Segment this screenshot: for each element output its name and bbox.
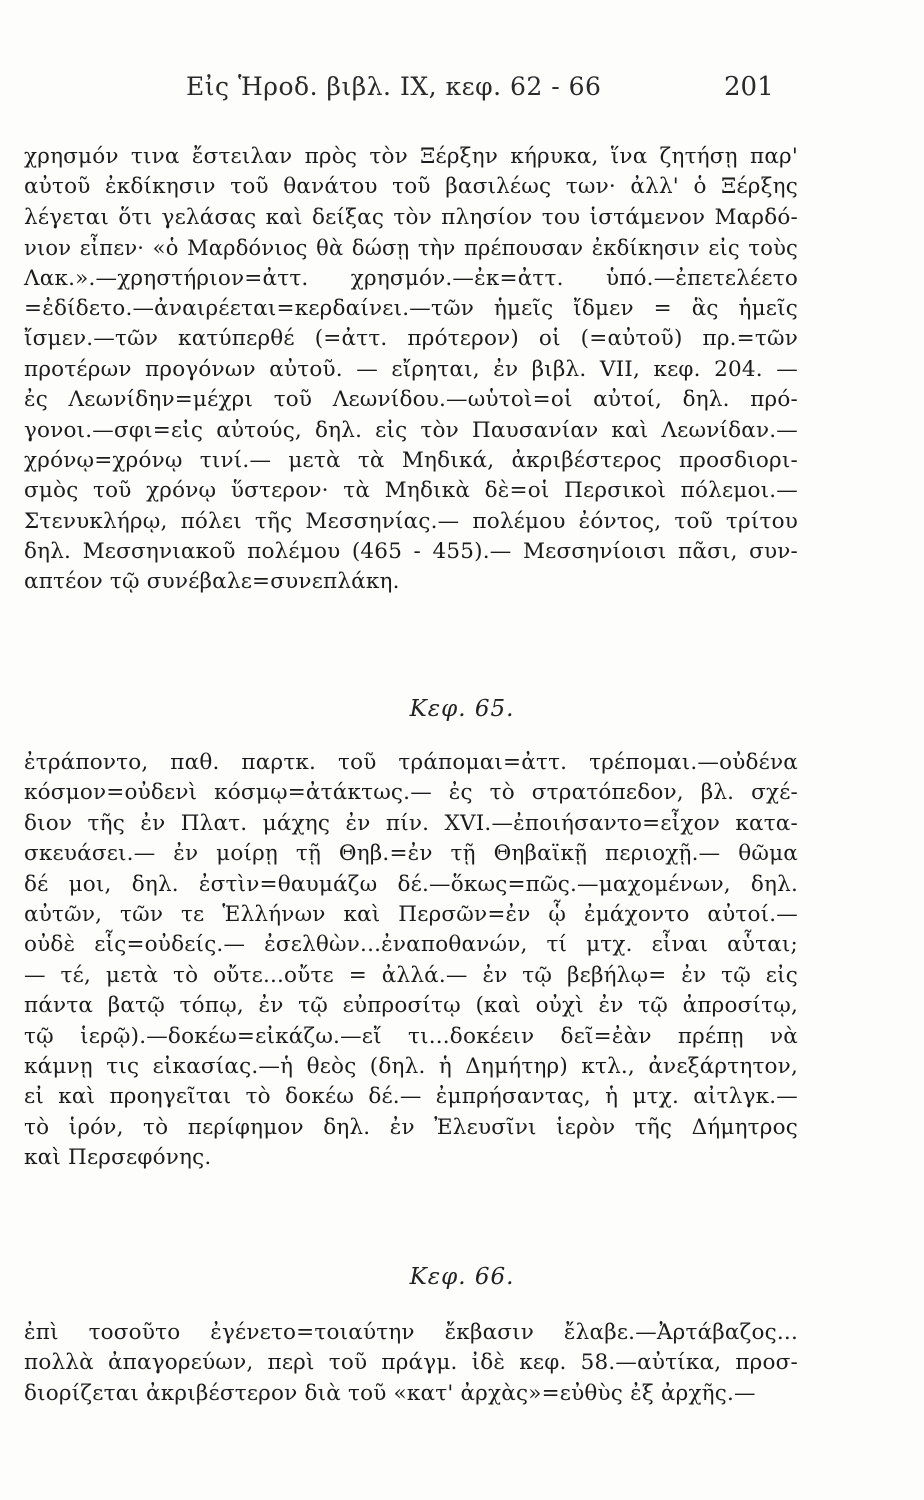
- text-line: διον τῆς ἐν Πλατ. μάχης ἐν πίν. XVI.—ἐποιήσαντο=εἶχον κατα-: [24, 810, 798, 836]
- text-line: ἐς Λεωνίδην=μέχρι τοῦ Λεωνίδου.—ωὑτοὶ=οἱ αὐτοί, δηλ. πρό-: [24, 387, 798, 413]
- running-title: Εἰς Ἡροδ. βιβλ. IX, κεφ. 62 - 66: [186, 72, 602, 101]
- commentary-block-66: [24, 1318, 798, 1409]
- text-line: σμὸς τοῦ χρόνῳ ὕστερον· τὰ Μηδικὰ δὲ=οἱ Περσικοὶ πόλεμοι.—: [24, 478, 798, 504]
- text-line: ἐπὶ τοσοῦτο ἐγένετο=τοιαύτην ἔκβασιν ἔλαβε.—Ἀρτάβαζος...: [24, 1320, 798, 1345]
- text-line: λέγεται ὅτι γελάσας καὶ δείξας τὸν πλησίον του ἱστάμενον Μαρδό-: [24, 204, 798, 230]
- text-line: καὶ Περσεφόνης.: [24, 1145, 212, 1171]
- text-line: διορίζεται ἀκριβέστερον διὰ τοῦ «κατ' ἀρχὰς»=εὐθὺς ἐξ ἀρχῆς.—: [24, 1380, 756, 1406]
- text-line: τῷ ἱερῷ).—δοκέω=εἰκάζω.—εἴ τι...δοκέειν δεῖ=ἐὰν πρέπῃ νὰ: [24, 1023, 798, 1049]
- text-line: σκευάσει.— ἐν μοίρῃ τῇ Θηβ.=ἐν τῇ Θηβαϊκῇ περιοχῇ.— θῶμα: [24, 841, 798, 867]
- running-header: [0, 72, 924, 112]
- text-line: =ἐδίδετο.—ἀναιρέεται=κερδαίνει.—τῶν ἡμεῖς ἴδμεν = ἃς ἡμεῖς: [24, 295, 798, 321]
- text-line: — τέ, μετὰ τὸ οὔτε...οὔτε = ἀλλά.— ἐν τῷ βεβήλῳ= ἐν τῷ εἰς: [24, 962, 798, 988]
- text-line: κάμνῃ τις εἰκασίας.—ἡ θεὸς (δηλ. ἡ Δημήτηρ) κτλ., ἀνεξάρτητον,: [24, 1053, 798, 1079]
- text-line: προτέρων προγόνων αὐτοῦ. — εἴρηται, ἐν βιβλ. VII, κεφ. 204. —: [24, 356, 798, 382]
- text-line: δέ μοι, δηλ. ἐστὶν=θαυμάζω δέ.—ὅκως=πῶς.—μαχομένων, δηλ.: [24, 871, 798, 897]
- text-line: ἴσμεν.—τῶν κατύπερθέ (=ἀττ. πρότερον) οἱ (=αὐτοῦ) πρ.=τῶν: [24, 326, 798, 352]
- text-line: απτέον τῷ συνέβαλε=συνεπλάκη.: [24, 569, 400, 595]
- text-line: χρησμόν τινα ἔστειλαν πρὸς τὸν Ξέρξην κήρυκα, ἵνα ζητήσῃ παρ': [24, 144, 798, 169]
- text-line: τὸ ἱρόν, τὸ περίφημον δηλ. ἐν Ἐλευσῖνι ἱερὸν τῆς Δήμητρος: [24, 1114, 798, 1140]
- page-number: 201: [724, 72, 774, 102]
- text-line: πολλὰ ἀπαγορεύων, περὶ τοῦ πράγμ. ἰδὲ κεφ. 58.—αὐτίκα, προσ-: [24, 1350, 798, 1376]
- text-line: χρόνῳ=χρόνῳ τινί.— μετὰ τὰ Μηδικά, ἀκριβέστερος προσδιορι-: [24, 447, 798, 473]
- text-line: οὐδὲ εἷς=οὐδείς.— ἐσελθὼν...ἐναποθανών, τί μτχ. εἶναι αὗται;: [24, 932, 798, 958]
- commentary-block-65: [24, 748, 798, 1173]
- text-line: Στενυκλήρῳ, πόλει τῆς Μεσσηνίας.— πολέμου ἐόντος, τοῦ τρίτου: [24, 508, 798, 534]
- text-line: αὐτοῦ ἐκδίκησιν τοῦ θανάτου τοῦ βασιλέως των· ἀλλ' ὁ Ξέρξης: [24, 174, 798, 200]
- text-line: γονοι.—σφι=εἰς αὐτούς, δηλ. εἰς τὸν Παυσανίαν καὶ Λεωνίδαν.—: [24, 417, 798, 443]
- text-line: κόσμον=οὐδενὶ κόσμῳ=ἀτάκτως.— ἐς τὸ στρατόπεδον, βλ. σχέ-: [24, 780, 798, 806]
- chapter-heading-66: Κεφ. 66.: [409, 1264, 515, 1290]
- commentary-block-64: [24, 142, 798, 598]
- text-line: πάντα βατῷ τόπῳ, ἐν τῷ εὐπροσίτῳ (καὶ οὐχὶ ἐν τῷ ἀπροσίτῳ,: [24, 993, 798, 1019]
- text-line: δηλ. Μεσσηνιακοῦ πολέμου (465 - 455).— Μεσσηνίοισι πᾶσι, συν-: [24, 539, 798, 565]
- text-line: νιον εἶπεν· «ὁ Μαρδόνιος θὰ δώσῃ τὴν πρέπουσαν ἐκδίκησιν εἰς τοὺς: [24, 236, 798, 261]
- chapter-heading-65: Κεφ. 65.: [409, 696, 515, 722]
- text-line: εἰ καὶ προηγεῖται τὸ δοκέω δέ.— ἐμπρήσαντας, ἡ μτχ. αἰτλγκ.—: [24, 1084, 798, 1110]
- text-line: ἐτράποντο, παθ. παρτκ. τοῦ τράπομαι=ἀττ. τρέπομαι.—οὐδένα: [24, 750, 798, 775]
- text-line: αὐτῶν, τῶν τε Ἑλλήνων καὶ Περσῶν=ἐν ᾧ ἐμάχοντο αὐτοί.—: [24, 901, 798, 927]
- text-line: Λακ.».—χρηστήριον=ἀττ. χρησμόν.—ἐκ=ἀττ. ὑπό.—ἐπετελέετο: [24, 265, 798, 291]
